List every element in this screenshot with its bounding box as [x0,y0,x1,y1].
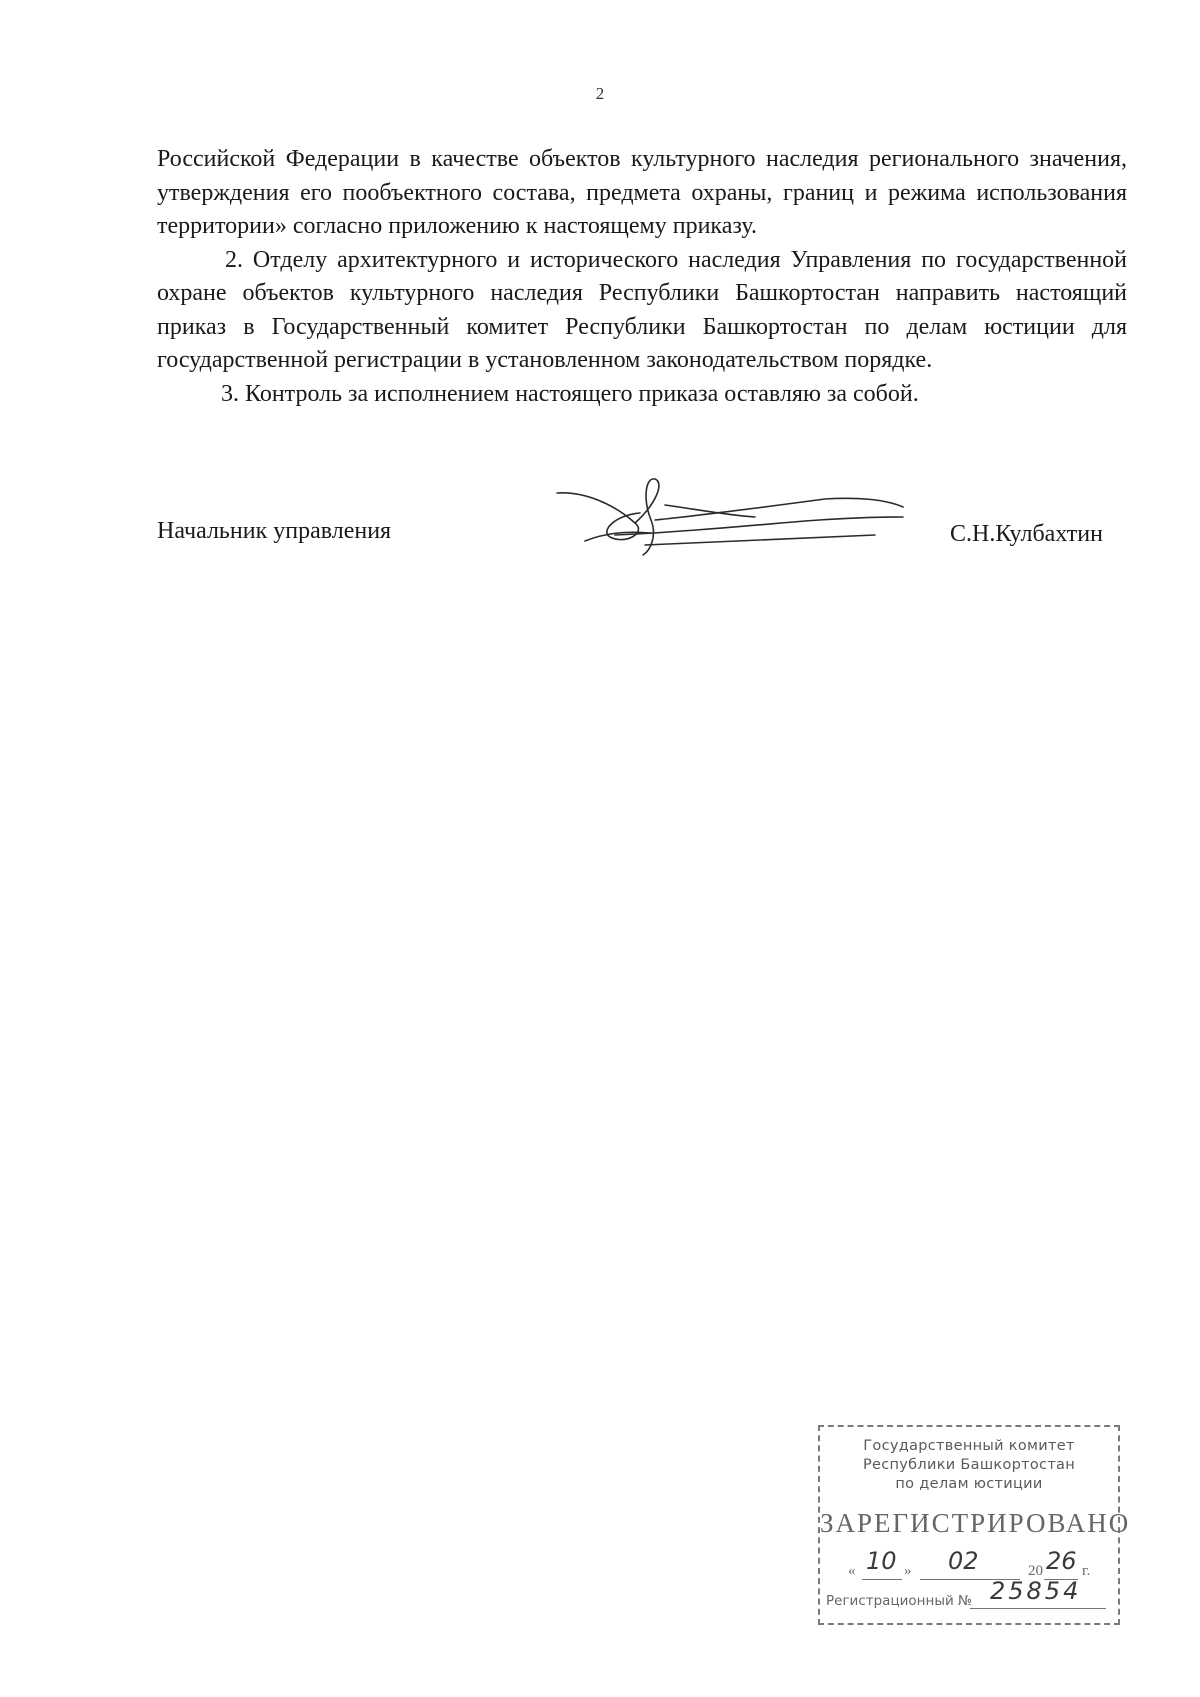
stamp-org-line-1: Государственный комитет [863,1438,1075,1454]
stamp-quote-open: « [848,1563,856,1579]
page-number: 2 [595,84,605,103]
stamp-org-line-2: Республики Башкортостан [862,1457,1076,1473]
stamp-day-underline [862,1579,902,1580]
stamp-year-prefix: 20 [1028,1563,1043,1579]
paragraph-3: 3. Контроль за исполнением настоящего приказа оставляю за собой. [221,380,919,407]
stamp-organization [820,1437,1118,1494]
stamp-month: 02 [948,1547,979,1575]
order-body-text [157,143,1127,411]
signatory-title: Начальник управления [157,518,392,544]
signatory-name: С.Н.Кулбахтин [950,521,1103,547]
stamp-quote-close: » [904,1563,912,1579]
stamp-year-unit: г. [1082,1563,1091,1579]
stamp-org-line-3: по делам юстиции [895,1476,1043,1492]
paragraph-1: Российской Федерации в качестве объектов культурного наследия регионального значения, утверждения его пообъектного состава, предмета охраны, границ и режима использования территории» согласно приложению к настоящему приказу. [157,146,1127,239]
stamp-reg-label: Регистрационный № [826,1593,973,1609]
stamp-year-suffix: 26 [1046,1547,1077,1575]
stamp-reg-number: 25854 [990,1577,1082,1605]
paragraph-2: 2. Отделу архитектурного и исторического наследия Управления по государственной охране объектов культурного наследия Республики Башкортостан направить настоящий приказ в Государственный комитет Республики Башкортостан по делам юстиции для государственной регистрации в установленном законодательством порядке. [157,246,1127,373]
stamp-status: ЗАРЕГИСТРИРОВАНО [820,1508,1131,1538]
stamp-day: 10 [866,1547,897,1575]
registration-stamp [818,1425,1131,1625]
stamp-reg-underline [970,1608,1106,1609]
handwritten-signature [555,475,905,560]
